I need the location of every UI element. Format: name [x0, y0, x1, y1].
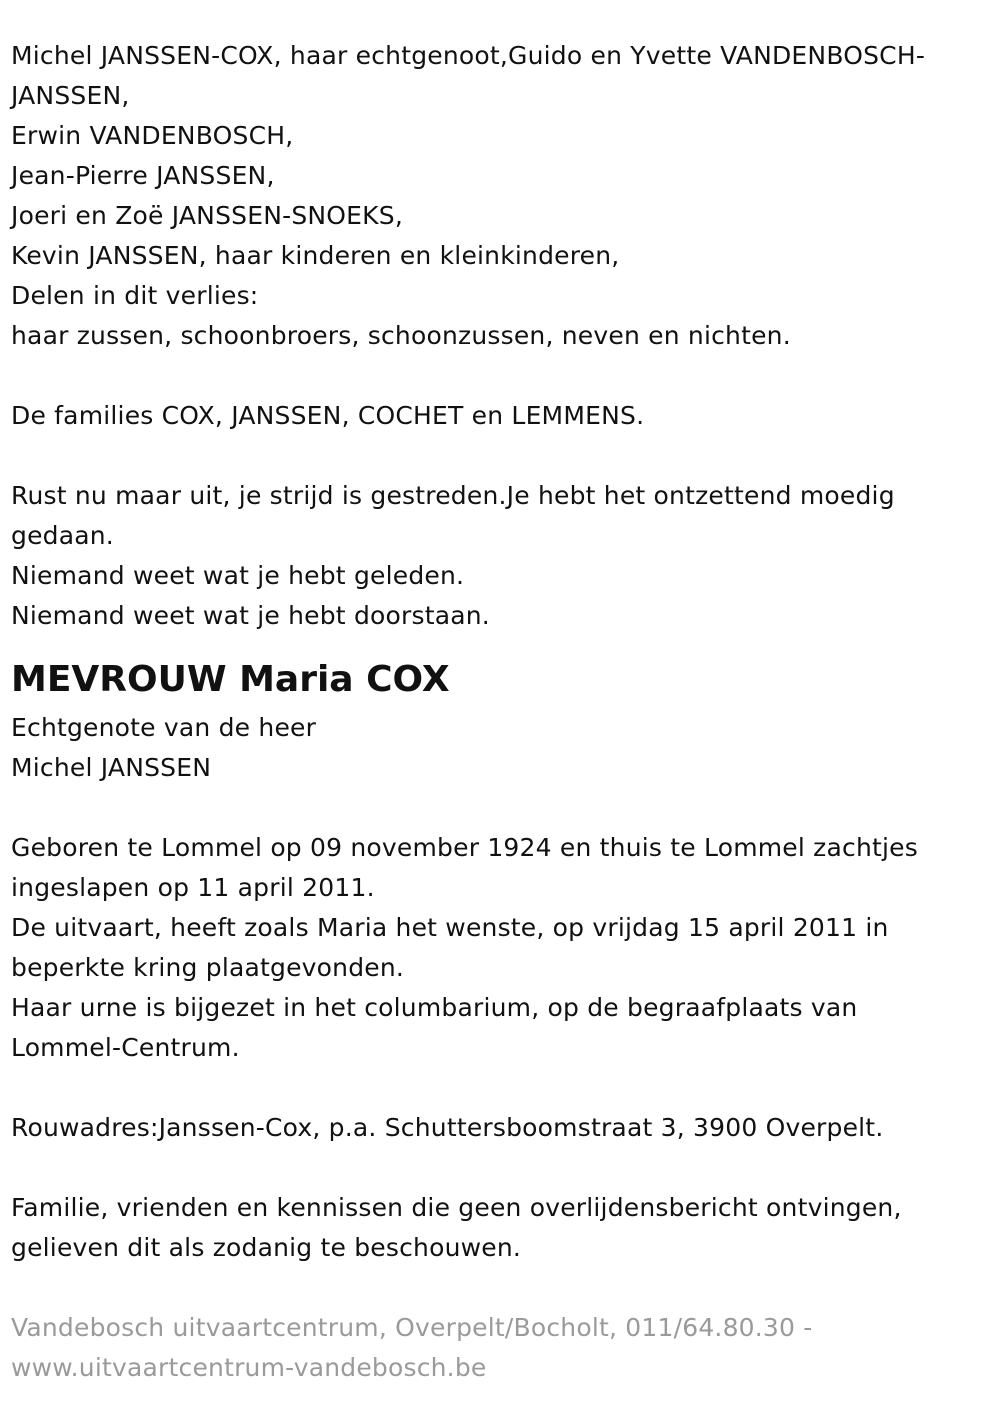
notice-line: Familie, vrienden en kennissen die geen overlijdensbericht ontvingen, [11, 1193, 902, 1222]
family-line: Jean-Pierre JANSSEN, [11, 161, 275, 190]
family-line: haar zussen, schoonbroers, schoonzussen, neven en nichten. [11, 321, 791, 350]
spacer [11, 356, 981, 396]
spouse-section [11, 708, 981, 788]
family-section [11, 36, 981, 356]
notice-section [11, 1188, 981, 1268]
family-line: Michel JANSSEN-COX, haar echtgenoot,Guido en Yvette VANDENBOSCH- [11, 41, 926, 70]
details-line: Lommel-Centrum. [11, 1033, 240, 1062]
family-line: Delen in dit verlies: [11, 281, 259, 310]
spouse-line: Michel JANSSEN [11, 753, 212, 782]
details-line: Geboren te Lommel op 09 november 1924 en thuis te Lommel zachtjes [11, 833, 918, 862]
mourning-address: Rouwadres:Janssen-Cox, p.a. Schuttersboomstraat 3, 3900 Overpelt. [11, 1113, 884, 1142]
notice-line: gelieven dit als zodanig te beschouwen. [11, 1233, 522, 1262]
funeral-home-footer [11, 1308, 981, 1388]
family-line: Kevin JANSSEN, haar kinderen en kleinkinderen, [11, 241, 620, 270]
poem-line: gedaan. [11, 521, 114, 550]
spacer [11, 1268, 981, 1308]
spacer [11, 788, 981, 828]
details-line: De uitvaart, heeft zoals Maria het wenste, op vrijdag 15 april 2011 in [11, 913, 889, 942]
details-section [11, 828, 981, 1068]
spacer [11, 436, 981, 476]
deceased-name: MEVROUW Maria COX [11, 659, 450, 700]
poem-line: Niemand weet wat je hebt geleden. [11, 561, 465, 590]
families-line: De families COX, JANSSEN, COCHET en LEMMENS. [11, 401, 645, 430]
spacer [11, 1148, 981, 1188]
poem-section [11, 476, 981, 636]
family-line: JANSSEN, [11, 81, 130, 110]
family-line: Joeri en Zoë JANSSEN-SNOEKS, [11, 201, 403, 230]
spouse-line: Echtgenote van de heer [11, 713, 317, 742]
poem-line: Rust nu maar uit, je strijd is gestreden.Je hebt het ontzettend moedig [11, 481, 895, 510]
family-line: Erwin VANDENBOSCH, [11, 121, 294, 150]
details-line: Haar urne is bijgezet in het columbarium, op de begraafplaats van [11, 993, 858, 1022]
obituary-notice [11, 36, 981, 1388]
details-line: beperkte kring plaatgevonden. [11, 953, 405, 982]
footer-line: Vandebosch uitvaartcentrum, Overpelt/Bocholt, 011/64.80.30 - [11, 1313, 813, 1342]
poem-line: Niemand weet wat je hebt doorstaan. [11, 601, 490, 630]
footer-website: www.uitvaartcentrum-vandebosch.be [11, 1353, 487, 1382]
details-line: ingeslapen op 11 april 2011. [11, 873, 375, 902]
spacer [11, 1068, 981, 1108]
